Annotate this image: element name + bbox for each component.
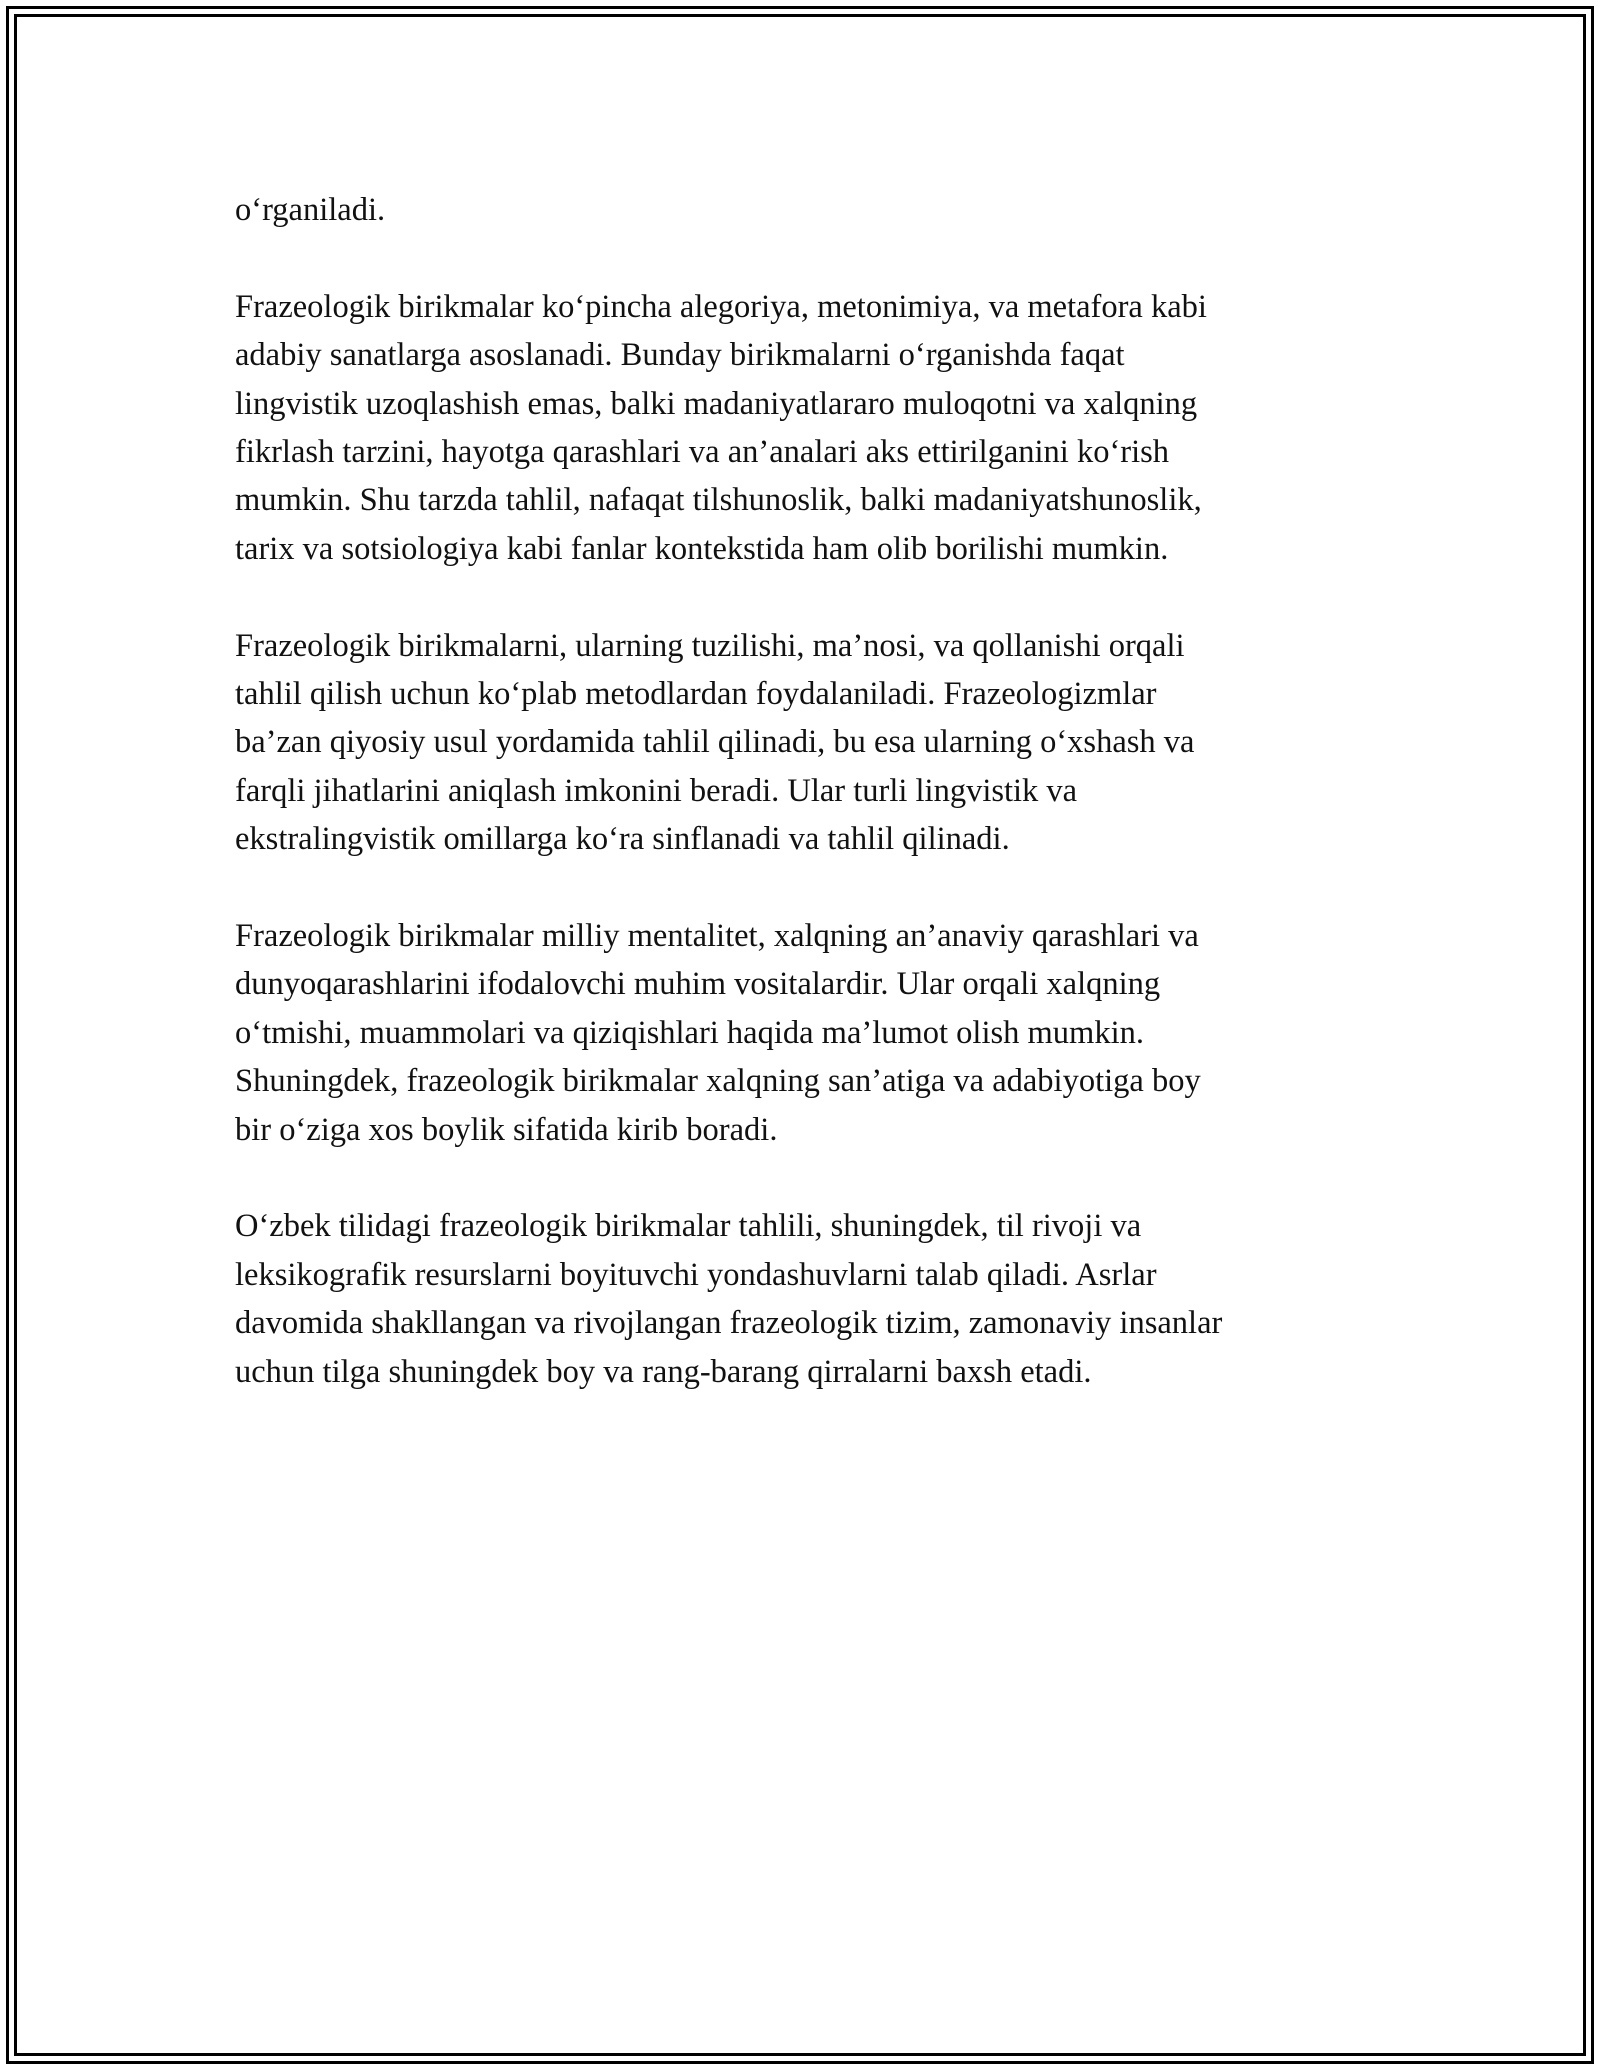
paragraph: Frazeologik birikmalar ko‘pincha alegoriya, metonimiya, va metafora kabi adabiy sanatlarga asoslanadi. Bunday birikmalarni o‘rganishda faqat lingvistik uzoqlashish emas, balki madaniyatlararo muloqotni va xalqning fikrlash tarzini, hayotga qarashlari va an’analari aks ettirilganini ko‘rish mumkin. Shu tarzda tahlil, nafaqat tilshunoslik, balki madaniyatshunoslik, tarix va sotsiologiya kabi fanlar kontekstida ham olib borilishi mumkin.	[235, 288, 1207, 567]
document-body	[235, 186, 1365, 1444]
paragraph: Frazeologik birikmalar milliy mentalitet, xalqning an’anaviy qarashlari va dunyoqarashlarini ifodalovchi muhim vositalardir. Ular orqali xalqning o‘tmishi, muammolari va qiziqishlari haqida ma’lumot olish mumkin. Shuningdek, frazeologik birikmalar xalqning san’atiga va adabiyotiga boy bir o‘ziga xos boylik sifatida kirib boradi.	[235, 918, 1201, 1148]
paragraph-continuation: o‘rganiladi.	[235, 192, 386, 228]
paragraph: Frazeologik birikmalarni, ularning tuzilishi, ma’nosi, va qollanishi orqali tahlil qilish uchun ko‘plab metodlardan foydalaniladi. Frazeologizmlar ba’zan qiyosiy usul yordamida tahlil qilinadi, bu esa ularning o‘xshash va farqli jihatlarini aniqlash imkonini beradi. Ular turli lingvistik va ekstralingvistik omillarga ko‘ra sinflanadi va tahlil qilinadi.	[235, 627, 1195, 858]
paragraph: O‘zbek tilidagi frazeologik birikmalar tahlili, shuningdek, til rivoji va leksikografik resurslarni boyituvchi yondashuvlarni talab qiladi. Asrlar davomida shakllangan va rivojlangan frazeologik tizim, zamonaviy insanlar uchun tilga shuningdek boy va rang-barang qirralarni baxsh etadi.	[235, 1208, 1223, 1390]
